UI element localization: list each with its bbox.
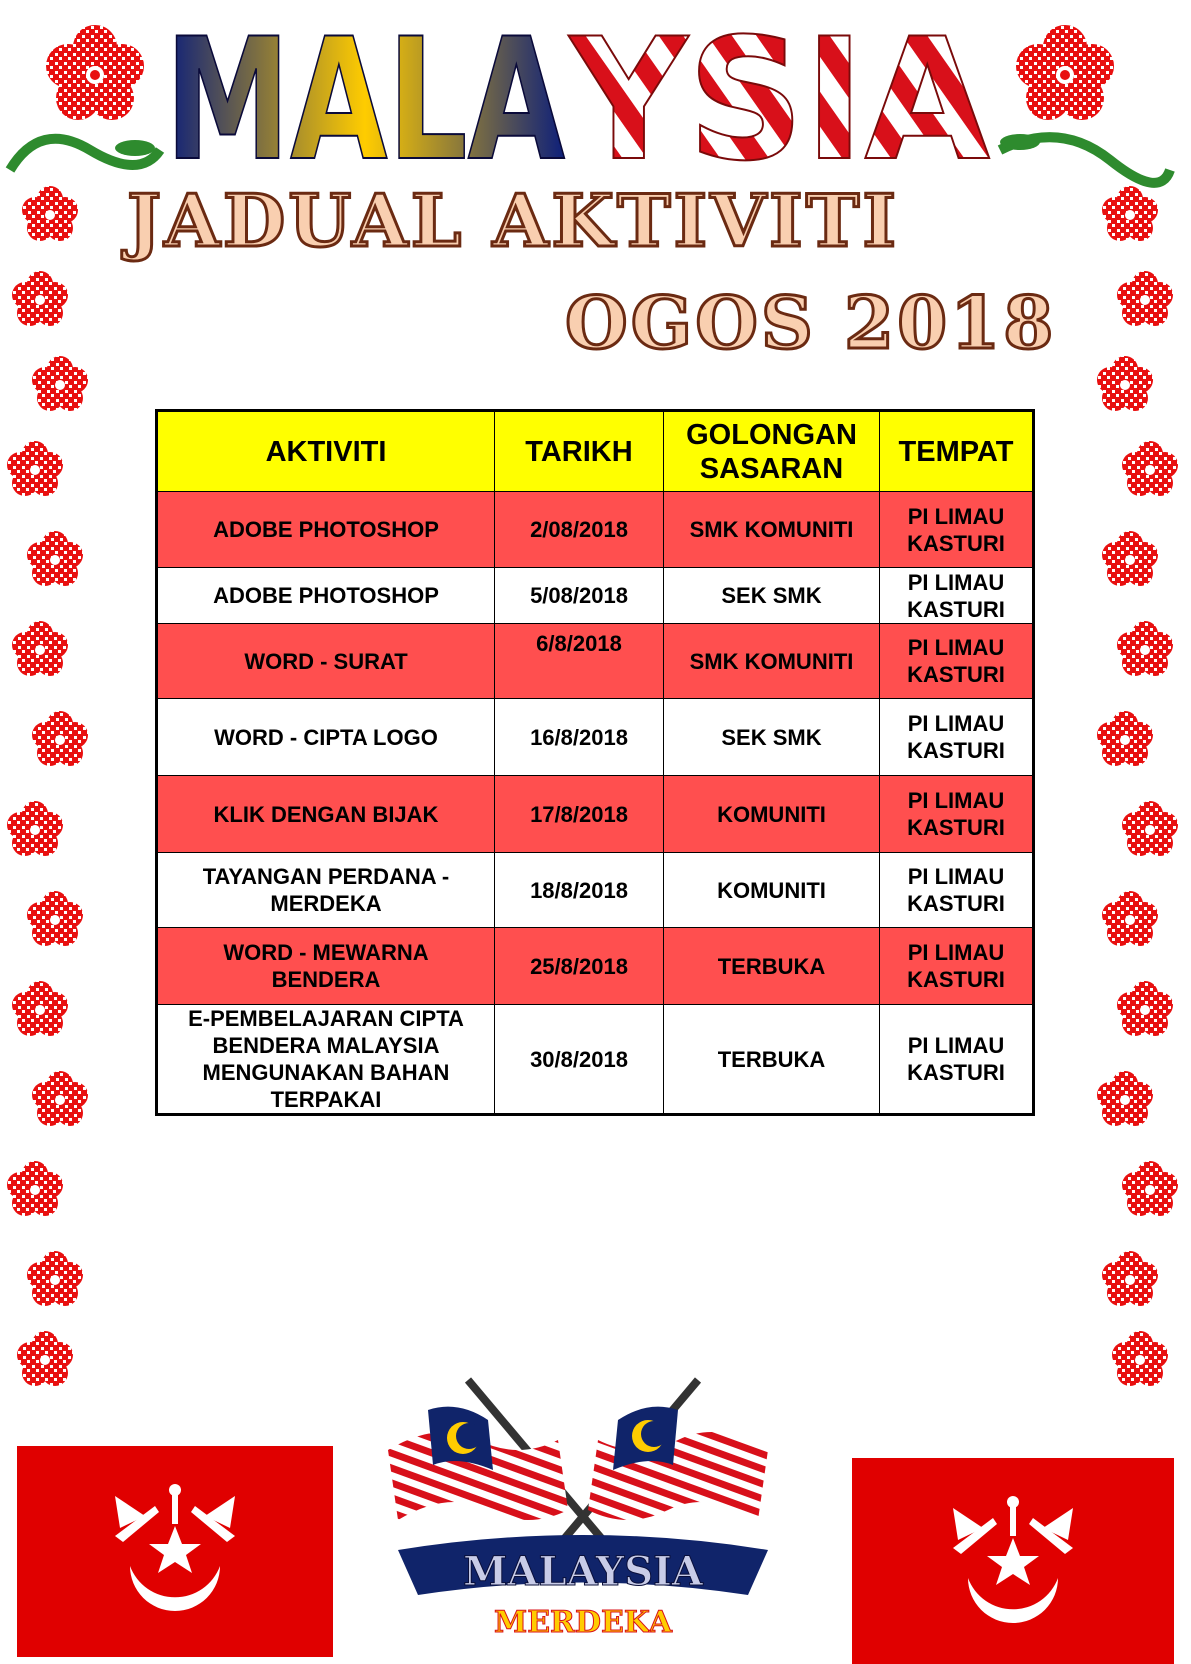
cell-tempat: PI LIMAU KASTURI: [880, 492, 1034, 568]
cell-sasaran: TERBUKA: [664, 928, 880, 1005]
cell-aktiviti: ADOBE PHOTOSHOP: [157, 568, 495, 624]
svg-text:YSIA: YSIA: [568, 28, 990, 168]
column-header-sasaran: GOLONGAN SASARAN: [664, 411, 880, 492]
page-title: JADUAL AKTIVITI: [127, 178, 899, 263]
cell-tempat: PI LIMAU KASTURI: [880, 568, 1034, 624]
cell-aktiviti: WORD - CIPTA LOGO: [157, 699, 495, 776]
column-header-tempat: TEMPAT: [880, 411, 1034, 492]
column-header-aktiviti: AKTIVITI: [157, 411, 495, 492]
hibiscus-icon: [1016, 25, 1114, 120]
cell-tempat: PI LIMAU KASTURI: [880, 776, 1034, 853]
cell-tempat: PI LIMAU KASTURI: [880, 853, 1034, 928]
emblem-text: MALAYSIA: [463, 1548, 703, 1595]
cell-tarikh: 16/8/2018: [495, 699, 664, 776]
svg-text:MALA: MALA: [165, 28, 565, 168]
table-row: [157, 568, 1034, 624]
cell-tempat: PI LIMAU KASTURI: [880, 1005, 1034, 1115]
crossed-flags-emblem: [378, 1370, 788, 1660]
table-row: [157, 853, 1034, 928]
cell-sasaran: SMK KOMUNITI: [664, 624, 880, 699]
cell-tempat: PI LIMAU KASTURI: [880, 624, 1034, 699]
page-subtitle: OGOS 2018: [565, 280, 1057, 365]
malaysia-banner: [165, 28, 995, 168]
table-row: [157, 699, 1034, 776]
cell-aktiviti: WORD - MEWARNA BENDERA: [157, 928, 495, 1005]
cell-sasaran: SMK KOMUNITI: [664, 492, 880, 568]
cell-sasaran: SEK SMK: [664, 699, 880, 776]
cell-tarikh: 18/8/2018: [495, 853, 664, 928]
table-row: [157, 776, 1034, 853]
cell-aktiviti: WORD - SURAT: [157, 624, 495, 699]
cell-aktiviti: TAYANGAN PERDANA - MERDEKA: [157, 853, 495, 928]
cell-aktiviti: ADOBE PHOTOSHOP: [157, 492, 495, 568]
hibiscus-icon: [46, 25, 144, 120]
emblem-subtext: MERDEKA: [493, 1605, 673, 1640]
table-row: [157, 928, 1034, 1005]
malaysia-flag-icon: [588, 1407, 768, 1520]
malaysia-flag-icon: [388, 1407, 568, 1520]
cell-tarikh: 5/08/2018: [495, 568, 664, 624]
cell-sasaran: TERBUKA: [664, 1005, 880, 1115]
table-header: [157, 411, 1034, 492]
cell-sasaran: KOMUNITI: [664, 776, 880, 853]
cell-tarikh: 17/8/2018: [495, 776, 664, 853]
cell-sasaran: SEK SMK: [664, 568, 880, 624]
cell-tarikh: 25/8/2018: [495, 928, 664, 1005]
table-row: [157, 492, 1034, 568]
cell-tarikh: 2/08/2018: [495, 492, 664, 568]
cell-tempat: PI LIMAU KASTURI: [880, 699, 1034, 776]
cell-tarikh: 6/8/2018: [495, 624, 664, 699]
table-row: [157, 1005, 1034, 1115]
kelantan-flag-icon: [17, 1446, 333, 1657]
cell-tempat: PI LIMAU KASTURI: [880, 928, 1034, 1005]
cell-aktiviti: KLIK DENGAN BIJAK: [157, 776, 495, 853]
activity-table: [155, 409, 1035, 1116]
column-header-tarikh: TARIKH: [495, 411, 664, 492]
kelantan-flag-icon: [852, 1458, 1174, 1664]
cell-sasaran: KOMUNITI: [664, 853, 880, 928]
table-row: [157, 624, 1034, 699]
cell-tarikh: 30/8/2018: [495, 1005, 664, 1115]
cell-aktiviti: E-PEMBELAJARAN CIPTA BENDERA MALAYSIA MENGUNAKAN BAHAN TERPAKAI: [157, 1005, 495, 1115]
